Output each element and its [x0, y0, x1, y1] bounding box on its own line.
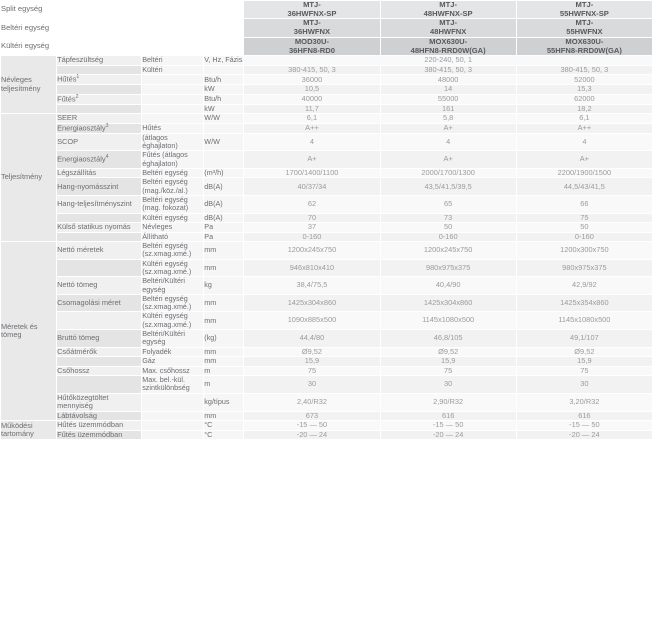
value-cell-1: 946x810x410: [244, 259, 380, 277]
value-cell-3: 75: [516, 213, 652, 223]
unit-label: mm: [204, 259, 244, 277]
header-row-label: Split egység: [1, 1, 244, 19]
unit-label: mm: [204, 357, 244, 367]
param-label: [57, 65, 142, 75]
value-cell-1: 44,4/80: [244, 329, 380, 347]
param-label: Hűtés$^1$: [57, 75, 142, 85]
table-row: [1, 366, 653, 376]
table-row: [1, 242, 653, 260]
value-cell-2: 1200x245x750: [380, 242, 516, 260]
value-cell-3: 380-415, 50, 3: [516, 65, 652, 75]
value-cell-1: 70: [244, 213, 380, 223]
sub-label: Állítható: [142, 232, 204, 242]
value-cell-1: Ø9,52: [244, 347, 380, 357]
unit-label: [204, 65, 244, 75]
group-label-2: Teljesítmény: [1, 114, 57, 242]
sub-label: [142, 430, 204, 440]
header-model-2: MTJ- 48HWFNX: [380, 19, 516, 37]
group-label-1: Névleges teljesítmény: [1, 56, 57, 114]
group-label-4: Működési tartomány: [1, 421, 57, 440]
param-label: Hűtőközegtöltet mennyiség: [57, 393, 142, 411]
value-cell-1: 30: [244, 376, 380, 394]
header-model-3: MTJ- 55HWFNX-SP: [516, 1, 652, 19]
table-row: [1, 312, 653, 330]
value-cell-2: 2,90/R32: [380, 393, 516, 411]
sub-label: Gáz: [142, 357, 204, 367]
value-cell-3: 6,1: [516, 114, 652, 124]
value-cell-3: 62000: [516, 94, 652, 104]
param-label: Nettó tömeg: [57, 277, 142, 295]
table-row: [1, 151, 653, 169]
unit-label: mm: [204, 347, 244, 357]
sub-label: [142, 85, 204, 95]
table-row: [1, 65, 653, 75]
table-row: [1, 123, 653, 133]
sub-label: Beltéri egység (mag./köz./al.): [142, 178, 204, 196]
param-label: Légszállítás: [57, 168, 142, 178]
value-cell-3: 1145x1080x500: [516, 312, 652, 330]
value-cell-1: 4: [244, 133, 380, 151]
value-cell-3: 49,1/107: [516, 329, 652, 347]
param-label: Hang-nyomásszint: [57, 178, 142, 196]
value-cell-2: 50: [380, 223, 516, 233]
unit-label: Btu/h: [204, 75, 244, 85]
unit-label: Pa: [204, 223, 244, 233]
table-row: [1, 329, 653, 347]
value-cell-2: 616: [380, 411, 516, 421]
sub-label: [142, 104, 204, 114]
value-cell-2: 2000/1700/1300: [380, 168, 516, 178]
table-row: [1, 223, 653, 233]
table-row: [1, 259, 653, 277]
value-cell-1: A++: [244, 123, 380, 133]
table-row: [1, 232, 653, 242]
value-cell-2: 4: [380, 133, 516, 151]
unit-label: Pa: [204, 232, 244, 242]
value-cell-3: 18,2: [516, 104, 652, 114]
value-cell-1: 6,1: [244, 114, 380, 124]
sub-label: Folyadék: [142, 347, 204, 357]
unit-label: mm: [204, 294, 244, 312]
header-model-1: MOD30U- 36HFN8-RD0: [244, 37, 380, 55]
table-row: [1, 393, 653, 411]
value-cell-2: -15 — 50: [380, 421, 516, 431]
param-label: Csőhossz: [57, 366, 142, 376]
sub-label: (átlagos éghajlaton): [142, 133, 204, 151]
table-row: [1, 133, 653, 151]
unit-label: mm: [204, 411, 244, 421]
value-cell-3: Ø9,52: [516, 347, 652, 357]
value-cell-2: A+: [380, 151, 516, 169]
table-row: [1, 114, 653, 124]
value-cell-3: 1200x300x750: [516, 242, 652, 260]
header-row-label: Kültéri egység: [1, 37, 244, 55]
table-row: [1, 104, 653, 114]
sub-label: Beltéri/Kültéri egység: [142, 277, 204, 295]
sub-label: [142, 393, 204, 411]
table-row: [1, 56, 653, 66]
sub-label: Hűtés: [142, 123, 204, 133]
value-cell-1: 1425x304x860: [244, 294, 380, 312]
value-cell-1: 1200x245x750: [244, 242, 380, 260]
value-cell-2: 73: [380, 213, 516, 223]
unit-label: W/W: [204, 133, 244, 151]
value-cell-3: 50: [516, 223, 652, 233]
value-cell-2: Ø9,52: [380, 347, 516, 357]
value-cell-3: 1425x354x860: [516, 294, 652, 312]
sub-label: [142, 114, 204, 124]
sub-label: Beltéri egység (mag. fokozat): [142, 196, 204, 214]
sub-label: Beltéri/Kültéri egység: [142, 329, 204, 347]
sub-label: Beltéri: [142, 56, 204, 66]
unit-label: °C: [204, 421, 244, 431]
param-label: [57, 376, 142, 394]
sub-label: Kültéri egység (sz.xmag.xmé.): [142, 312, 204, 330]
value-cell-3: 0-160: [516, 232, 652, 242]
param-label: [57, 232, 142, 242]
value-cell-2: 1425x304x860: [380, 294, 516, 312]
header-model-3: MOX630U- 55HFN8-RRD0W(GA): [516, 37, 652, 55]
param-label: Tápfeszültség: [57, 56, 142, 66]
table-row: [1, 294, 653, 312]
table-row: [1, 277, 653, 295]
value-cell-2: 15,9: [380, 357, 516, 367]
param-label: Energiaosztály$^3$: [57, 123, 142, 133]
table-row: [1, 357, 653, 367]
sub-label: Beltéri egység: [142, 168, 204, 178]
unit-label: °C: [204, 430, 244, 440]
table-row: [1, 94, 653, 104]
param-label: SCOP: [57, 133, 142, 151]
unit-label: m: [204, 376, 244, 394]
value-cell-2: 30: [380, 376, 516, 394]
value-cell-1: A+: [244, 151, 380, 169]
value-cell-2: 5,8: [380, 114, 516, 124]
sub-label: Beltéri egység (sz.xmag.xmé.): [142, 242, 204, 260]
value-cell-3: 2200/1900/1500: [516, 168, 652, 178]
unit-label: V, Hz, Fázis: [204, 55, 243, 65]
value-cell-3: 15,9: [516, 357, 652, 367]
param-label: Csomagolási méret: [57, 294, 142, 312]
group-label-3: Méretek és tömeg: [1, 242, 57, 421]
value-cell-2: 55000: [380, 94, 516, 104]
value-cell-1: 62: [244, 196, 380, 214]
value-cell-1: 380-415, 50, 3: [244, 65, 380, 75]
value-cell-3: 44,5/43/41,5: [516, 178, 652, 196]
value-cell-2: 980x975x375: [380, 259, 516, 277]
header-row-label: Beltéri egység: [1, 19, 244, 37]
header-model-1: MTJ- 36HWFNX-SP: [244, 1, 380, 19]
value-cell: 220-240, 50, 1: [244, 56, 653, 66]
value-cell-3: -15 — 50: [516, 421, 652, 431]
sub-label: Kültéri egység (sz.xmag.xmé.): [142, 259, 204, 277]
table-row: [1, 75, 653, 85]
value-cell-1: 36000: [244, 75, 380, 85]
unit-label: dB(A): [204, 196, 244, 214]
value-cell-3: 980x975x375: [516, 259, 652, 277]
table-row: [1, 376, 653, 394]
value-cell-2: 380-415, 50, 3: [380, 65, 516, 75]
sub-label: Kültéri: [142, 65, 204, 75]
value-cell-1: 1090x885x500: [244, 312, 380, 330]
header-model-3: MTJ- 55HWFNX: [516, 19, 652, 37]
unit-label: kW: [204, 85, 244, 95]
value-cell-1: 38,4/75,5: [244, 277, 380, 295]
sub-label: [142, 94, 204, 104]
value-cell-3: 30: [516, 376, 652, 394]
unit-label: m: [204, 366, 244, 376]
sub-label: [142, 411, 204, 421]
param-label: [57, 259, 142, 277]
param-label: Hang-teljesítményszint: [57, 196, 142, 214]
value-cell-1: 75: [244, 366, 380, 376]
value-cell-1: -15 — 50: [244, 421, 380, 431]
value-cell-2: 65: [380, 196, 516, 214]
param-label: Külső statikus nyomás: [57, 223, 142, 233]
value-cell-3: 42,9/92: [516, 277, 652, 295]
param-label: Hűtés üzemmódban: [57, 421, 142, 431]
value-cell-2: 43,5/41,5/39,5: [380, 178, 516, 196]
unit-label: kg: [204, 277, 244, 295]
value-cell-1: 11,7: [244, 104, 380, 114]
table-row: [1, 85, 653, 95]
header-model-2: MTJ- 48HWFNX-SP: [380, 1, 516, 19]
unit-label: kg/típus: [204, 393, 244, 411]
value-cell-2: 46,8/105: [380, 329, 516, 347]
table-row: [1, 178, 653, 196]
sub-label: Névleges: [142, 223, 204, 233]
unit-label: Btu/h: [204, 94, 244, 104]
value-cell-3: 75: [516, 366, 652, 376]
param-label: Fűtés$^2$: [57, 94, 142, 104]
value-cell-1: 40/37/34: [244, 178, 380, 196]
value-cell-1: 1700/1400/1100: [244, 168, 380, 178]
param-label: [57, 312, 142, 330]
param-label: Lábtávolság: [57, 411, 142, 421]
unit-label: (kg): [204, 329, 244, 347]
value-cell-3: 616: [516, 411, 652, 421]
value-cell-1: 15,9: [244, 357, 380, 367]
header-row: [1, 19, 653, 37]
value-cell-1: 673: [244, 411, 380, 421]
sub-label: [142, 75, 204, 85]
value-cell-2: 48000: [380, 75, 516, 85]
header-model-2: MOX630U- 48HFN8-RRD0W(GA): [380, 37, 516, 55]
value-cell-2: -20 — 24: [380, 430, 516, 440]
param-label: Energiaosztály$^4$: [57, 151, 142, 169]
value-cell-3: A+: [516, 151, 652, 169]
value-cell-1: 37: [244, 223, 380, 233]
unit-label: kW: [204, 104, 244, 114]
param-label: SEER: [57, 114, 142, 124]
table-row: [1, 421, 653, 431]
sub-label: Fűtés (átlagos éghajlaton): [142, 151, 204, 169]
header-model-1: MTJ- 36HWFNX: [244, 19, 380, 37]
table-row: [1, 430, 653, 440]
sub-label: Max. csőhossz: [142, 366, 204, 376]
header-row: [1, 37, 653, 55]
table-row: [1, 196, 653, 214]
unit-label: dB(A): [204, 178, 244, 196]
param-label: Fűtés üzemmódban: [57, 430, 142, 440]
param-label: Csőátmérők: [57, 347, 142, 357]
value-cell-1: 2,40/R32: [244, 393, 380, 411]
header-row: [1, 1, 653, 19]
value-cell-2: 40,4/90: [380, 277, 516, 295]
value-cell-3: 15,3: [516, 85, 652, 95]
value-cell-3: -20 — 24: [516, 430, 652, 440]
unit-label: [204, 151, 244, 169]
table-row: [1, 347, 653, 357]
sub-label: Beltéri egység (sz.xmag.xmé.): [142, 294, 204, 312]
value-cell-3: 66: [516, 196, 652, 214]
unit-label: mm: [204, 242, 244, 260]
unit-label: W/W: [204, 114, 244, 124]
value-cell-3: 52000: [516, 75, 652, 85]
value-cell-2: A+: [380, 123, 516, 133]
value-cell-2: 161: [380, 104, 516, 114]
value-cell-2: 0-160: [380, 232, 516, 242]
param-label: Bruttó tömeg: [57, 329, 142, 347]
sub-label: Kültéri egység: [142, 213, 204, 223]
unit-label: mm: [204, 312, 244, 330]
value-cell-3: 3,20/R32: [516, 393, 652, 411]
sub-label: [142, 421, 204, 431]
unit-label: (m³/h): [204, 168, 244, 178]
value-cell-2: 1145x1080x500: [380, 312, 516, 330]
value-cell-1: -20 — 24: [244, 430, 380, 440]
value-cell-3: A++: [516, 123, 652, 133]
value-cell-1: 10,5: [244, 85, 380, 95]
unit-label: dB(A): [204, 213, 244, 223]
param-label: [57, 357, 142, 367]
value-cell-2: 14: [380, 85, 516, 95]
value-cell-3: 4: [516, 133, 652, 151]
table-row: [1, 168, 653, 178]
sub-label: Max. bel.-kül. szintkülönbség: [142, 376, 204, 394]
value-cell-1: 40000: [244, 94, 380, 104]
value-cell-1: 0-160: [244, 232, 380, 242]
value-cell-2: 75: [380, 366, 516, 376]
unit-label: [204, 123, 244, 133]
param-label: [57, 85, 142, 95]
param-label: Nettó méretek: [57, 242, 142, 260]
